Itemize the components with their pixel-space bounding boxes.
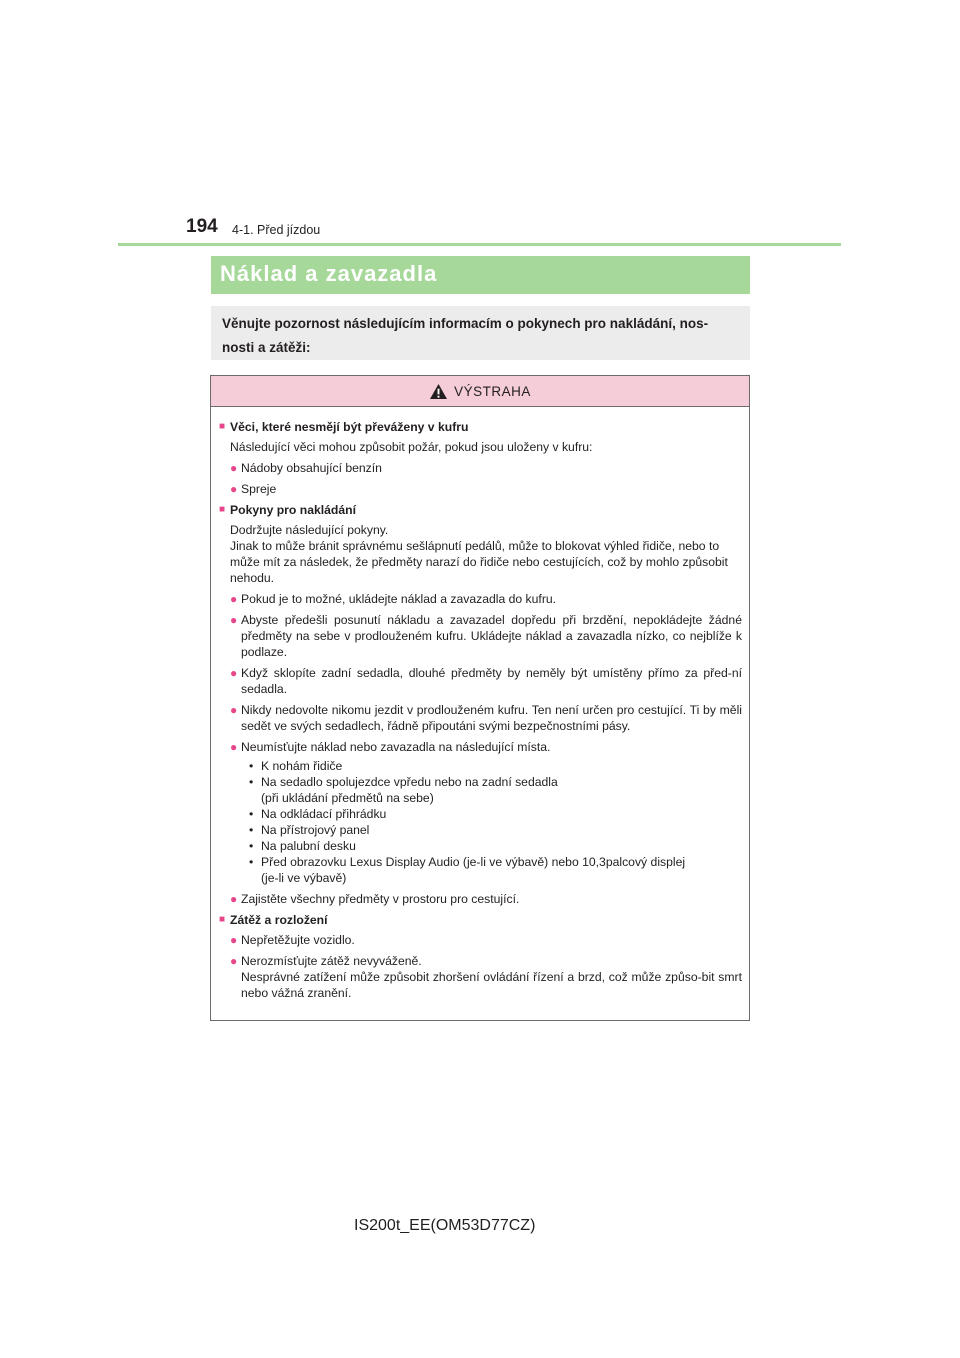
sub-list-item-text: Na sedadlo spolujezdce vpředu nebo na zadní sedadla (při ukládání předmětů na sebe) bbox=[261, 775, 558, 805]
header-rule bbox=[118, 243, 841, 246]
small-bullet-icon: • bbox=[249, 807, 254, 821]
list-item bbox=[219, 932, 742, 948]
square-bullet-icon: ■ bbox=[219, 504, 226, 515]
round-bullet-icon: ● bbox=[230, 892, 238, 906]
warning-section bbox=[219, 502, 742, 907]
round-bullet-icon: ● bbox=[230, 703, 238, 717]
section-heading bbox=[219, 419, 742, 435]
warning-body bbox=[211, 407, 749, 1001]
small-bullet-icon: • bbox=[249, 759, 254, 773]
section-label: 4-1. Před jízdou bbox=[232, 223, 321, 237]
intro-text: Věnujte pozornost následujícím informacím o pokynech pro nakládání, nos- nosti a zátěži: bbox=[222, 316, 709, 355]
sub-list-item bbox=[249, 806, 742, 822]
warning-header bbox=[211, 376, 749, 407]
warning-triangle-icon bbox=[429, 383, 448, 400]
list-item bbox=[219, 665, 742, 697]
small-bullet-icon: • bbox=[249, 855, 254, 869]
sub-list bbox=[219, 758, 742, 886]
page-number: 194 bbox=[186, 216, 218, 237]
round-bullet-icon: ● bbox=[230, 592, 238, 606]
sub-list-item bbox=[249, 774, 742, 806]
sub-list-item-text: Před obrazovku Lexus Display Audio (je-li ve výbavě) nebo 10,3palcový displej (je-li ve výbavě) bbox=[261, 855, 686, 885]
round-bullet-icon: ● bbox=[230, 613, 238, 627]
list-item bbox=[219, 460, 742, 476]
list-item-text: Pokud je to možné, ukládejte náklad a zavazadla do kufru. bbox=[241, 592, 557, 606]
sub-list-item-text: Na přístrojový panel bbox=[261, 823, 370, 837]
sub-list-item bbox=[249, 758, 742, 774]
list-item-text: Spreje bbox=[241, 482, 277, 496]
warning-section bbox=[219, 912, 742, 1001]
list-item-text: Neumísťujte náklad nebo zavazadla na následující místa. bbox=[241, 740, 551, 754]
list-item-text: Nepřetěžujte vozidlo. bbox=[241, 933, 355, 947]
round-bullet-icon: ● bbox=[230, 461, 238, 475]
list-item-text: Nikdy nedovolte nikomu jezdit v prodlouženém kufru. Ten není určen pro cestující. Ti by měli sedět ve svých sedadlech, řádně připoutáni svými bezpečnostními pásy. bbox=[241, 703, 742, 733]
list-item bbox=[219, 891, 742, 907]
section-heading-text: Věci, které nesmějí být převáženy v kufru bbox=[230, 420, 469, 434]
footer-code: IS200t_EE(OM53D77CZ) bbox=[354, 1217, 536, 1234]
round-bullet-icon: ● bbox=[230, 666, 238, 680]
section-heading bbox=[219, 912, 742, 928]
list-item bbox=[219, 612, 742, 660]
small-bullet-icon: • bbox=[249, 823, 254, 837]
section-heading-text: Zátěž a rozložení bbox=[230, 913, 328, 927]
list-item bbox=[219, 702, 742, 734]
round-bullet-icon: ● bbox=[230, 740, 238, 754]
section-heading-text: Pokyny pro nakládání bbox=[230, 503, 356, 517]
list-item-text: Nádoby obsahující benzín bbox=[241, 461, 382, 475]
list-item bbox=[219, 481, 742, 497]
title-band bbox=[211, 256, 750, 294]
list-item-text: Abyste předešli posunutí nákladu a zavazadel dopředu při brzdění, nepokládejte žádné předměty na sebe v prodlouženém kufru. Ukládejte náklad a zavazadla nízko, co nejblíže k podlaze. bbox=[241, 613, 742, 659]
list-item-text: Nerozmísťujte zátěž nevyváženě. Nesprávné zatížení může způsobit zhoršení ovládání řízení a brzd, což může způso-bit smrt nebo vážná zranění. bbox=[241, 954, 742, 1000]
list-item-text: Když sklopíte zadní sedadla, dlouhé předměty by neměly být umístěny přímo za před-ní sedadla. bbox=[241, 666, 742, 696]
sub-list-item bbox=[249, 854, 742, 886]
list-item bbox=[219, 739, 742, 755]
sub-list-item-text: Na odkládací přihrádku bbox=[261, 807, 387, 821]
sub-list-item-text: K nohám řidiče bbox=[261, 759, 343, 773]
page-title: Náklad a zavazadla bbox=[220, 261, 438, 286]
round-bullet-icon: ● bbox=[230, 933, 238, 947]
section-text: Následující věci mohou způsobit požár, pokud jsou uloženy v kufru: bbox=[230, 440, 593, 454]
round-bullet-icon: ● bbox=[230, 954, 238, 968]
warning-box bbox=[210, 375, 750, 1021]
warning-section bbox=[219, 419, 742, 497]
small-bullet-icon: • bbox=[249, 775, 254, 789]
list-item-text: Zajistěte všechny předměty v prostoru pro cestující. bbox=[241, 892, 520, 906]
list-item bbox=[219, 591, 742, 607]
sub-list-item bbox=[249, 838, 742, 854]
small-bullet-icon: • bbox=[249, 839, 254, 853]
square-bullet-icon: ■ bbox=[219, 421, 226, 432]
square-bullet-icon: ■ bbox=[219, 914, 226, 925]
sub-list-item bbox=[249, 822, 742, 838]
section-heading bbox=[219, 502, 742, 518]
list-item bbox=[219, 953, 742, 1001]
round-bullet-icon: ● bbox=[230, 482, 238, 496]
section-text: Dodržujte následující pokyny. Jinak to může bránit správnému sešlápnutí pedálů, může to blokovat výhled řidiče, nebo to může mít za následek, že předměty narazí do řidiče nebo cestujících, což by mohlo způsobit nehodu. bbox=[230, 523, 728, 585]
intro-box bbox=[211, 306, 750, 360]
sub-list-item-text: Na palubní desku bbox=[261, 839, 356, 853]
warning-label: VÝSTRAHA bbox=[454, 383, 531, 399]
